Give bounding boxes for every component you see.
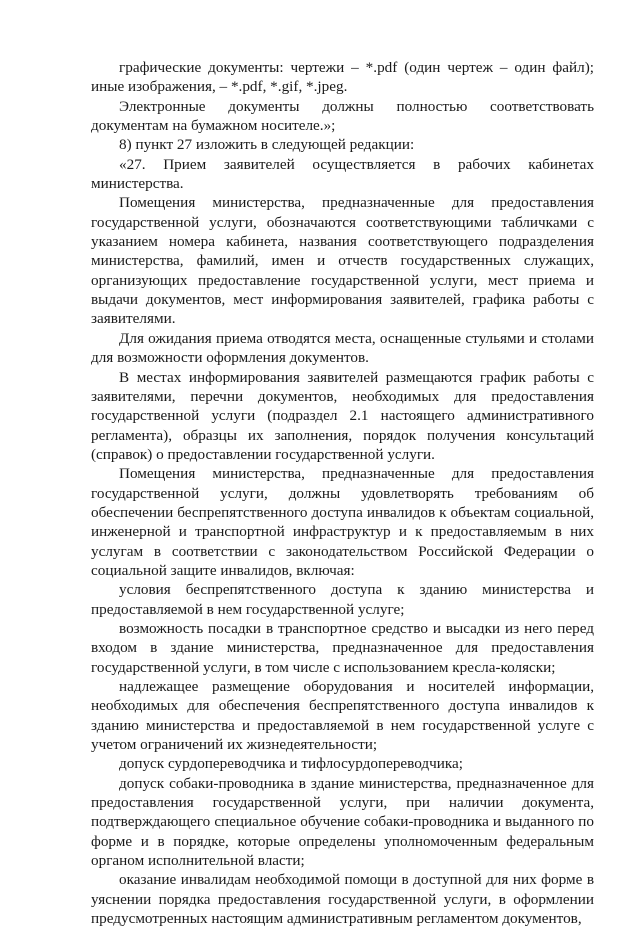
- paragraph: допуск сурдопереводчика и тифлосурдопереводчика;: [119, 755, 463, 773]
- paragraph: допуск собаки-проводника в здание министерства, предназначенное для предоставления государственной услуги, при наличии документа, подтверждающего специальное обучение собаки-проводника и выданного по форме и в порядке, которые определены уполномоченным федеральным органом исполнительной власти;: [91, 774, 594, 870]
- paragraph: Для ожидания приема отводятся места, оснащенные стульями и столами для возможности оформления документов.: [91, 329, 594, 367]
- paragraph: Помещения министерства, предназначенные для предоставления государственной услуги, должны удовлетворять требованиям об обеспечении беспрепятственного доступа инвалидов к объектам социальной, инженерной и транспортной инфраструктур и к предоставляемым в них услугам в соответствии с законодательством Российской Федерации о социальной защите инвалидов, включая:: [91, 465, 594, 579]
- paragraph: возможность посадки в транспортное средство и высадки из него перед входом в здание министерства, предназначенное для предоставления государственной услуги, в том числе с использованием кресла-коляски;: [91, 619, 594, 676]
- document-body: [91, 58, 594, 928]
- paragraph: Электронные документы должны полностью соответствовать документам на бумажном носителе.»;: [91, 97, 594, 135]
- paragraph: надлежащее размещение оборудования и носителей информации, необходимых для обеспечения беспрепятственного доступа инвалидов к зданию министерства и предоставляемой в нем государственной услуге с учетом ограничений их жизнедеятельности;: [91, 678, 594, 754]
- paragraph: В местах информирования заявителей размещаются график работы с заявителями, перечни документов, необходимых для предоставления государственной услуги (подраздел 2.1 настоящего административного регламента), образцы их заполнения, порядок получения консультаций (справок) о предоставлении государственной услуги.: [91, 368, 594, 463]
- paragraph: графические документы: чертежи – *.pdf (один чертеж – один файл); иные изображения, – *.pdf, *.gif, *.jpeg.: [91, 59, 594, 96]
- paragraph: оказание инвалидам необходимой помощи в доступной для них форме в уяснении порядка предоставления государственной услуги, в оформлении предусмотренных настоящим административным регламентом документов,: [91, 871, 594, 928]
- paragraph: условия беспрепятственного доступа к зданию министерства и предоставляемой в нем государственной услуге;: [91, 581, 594, 618]
- paragraph: 8) пункт 27 изложить в следующей редакции:: [119, 136, 415, 154]
- paragraph: «27. Прием заявителей осуществляется в рабочих кабинетах министерства.: [91, 155, 594, 193]
- paragraph: Помещения министерства, предназначенные для предоставления государственной услуги, обозначаются соответствующими табличками с указанием номера кабинета, названия соответствующего подразделения министерства, фамилий, имен и отчеств государственных служащих, организующих предоставление государственной услуги, мест приема и выдачи документов, мест информирования заявителей, графика работы с заявителями.: [91, 194, 594, 328]
